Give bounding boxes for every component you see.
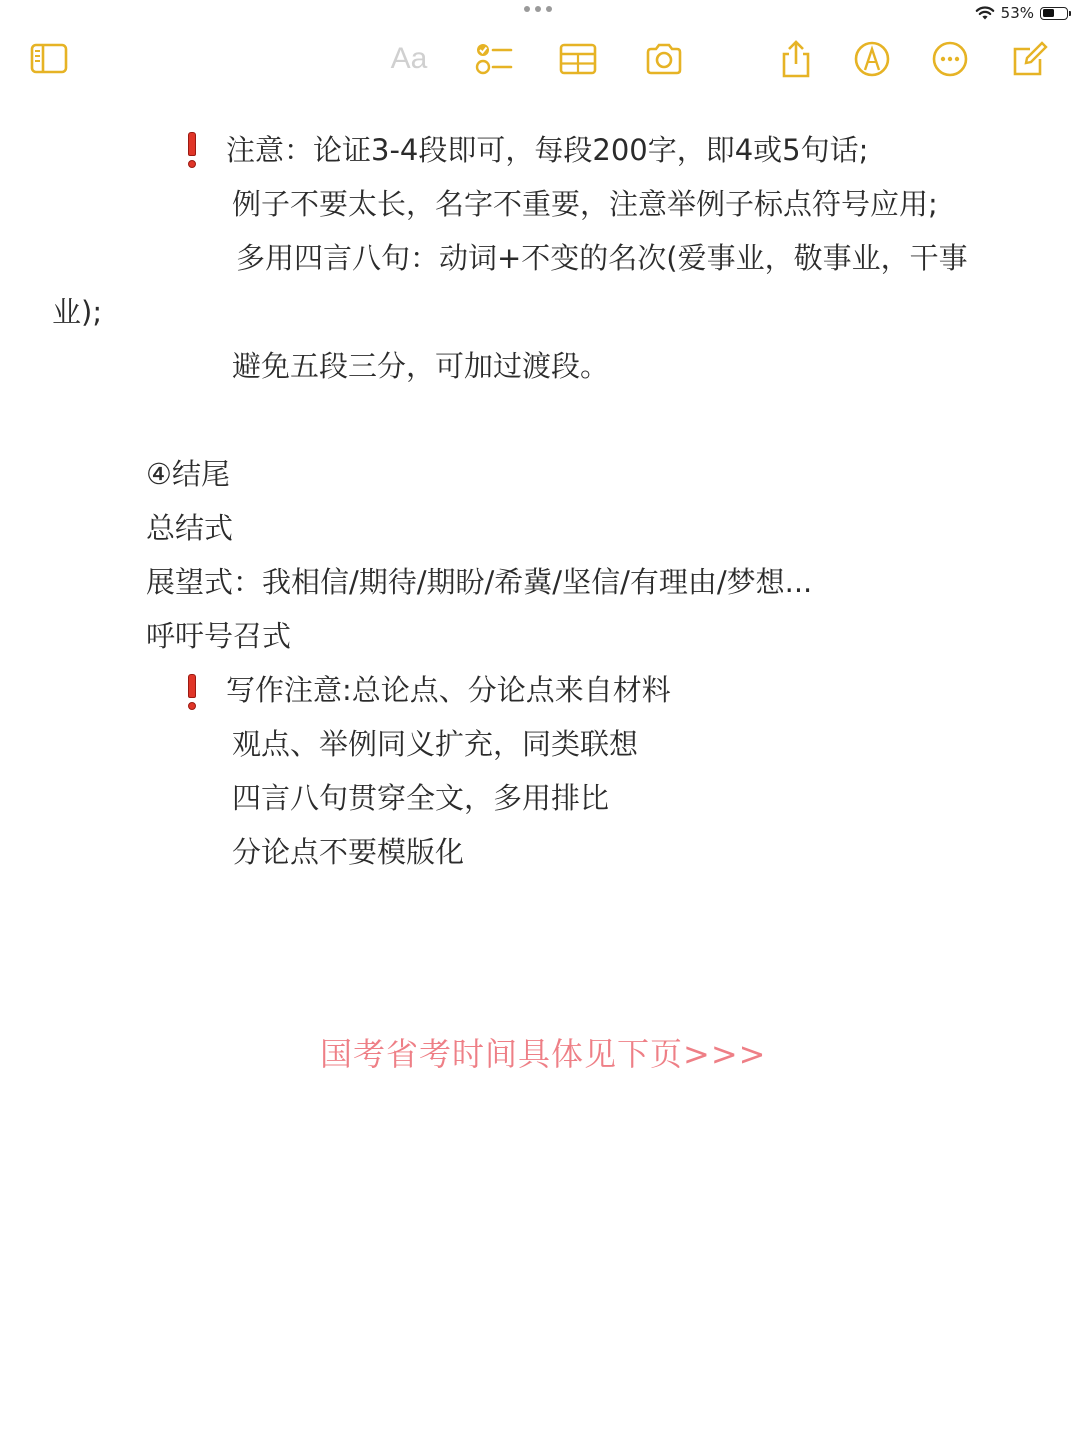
note-line: 避免五段三分，可加过渡段。 [232, 349, 610, 383]
exclamation-icon [184, 674, 200, 710]
exclamation-icon [184, 132, 200, 168]
compose-icon[interactable] [1009, 38, 1051, 80]
section-heading: ④结尾 [146, 457, 230, 491]
note-line: 总结式 [146, 511, 234, 545]
more-icon[interactable] [929, 38, 971, 80]
battery-icon [1040, 7, 1068, 20]
note-line: 展望式：我相信/期待/期盼/希冀/坚信/有理由/梦想... [146, 565, 813, 599]
note-line: 写作注意:总论点、分论点来自材料 [226, 673, 671, 707]
note-line: 呼吁号召式 [146, 619, 292, 653]
table-icon[interactable] [557, 38, 599, 80]
format-button[interactable]: Aa [390, 42, 428, 75]
note-line: 例子不要太长，名字不重要，注意举例子标点符号应用; [232, 187, 938, 221]
status-bar [975, 2, 1068, 24]
note-line: 多用四言八句：动词+不变的名次(爱事业，敬事业，干事 [236, 241, 968, 275]
sidebar-icon[interactable] [28, 38, 70, 80]
note-line: 注意：论证3-4段即可，每段200字，即4或5句话; [226, 133, 869, 167]
note-line: 业); [52, 295, 103, 329]
window-dots[interactable] [524, 6, 554, 16]
battery-percent: 53% [1000, 4, 1034, 22]
note-line: 分论点不要模版化 [232, 835, 465, 869]
camera-icon[interactable] [643, 38, 685, 80]
note-line: 观点、举例同义扩充，同类联想 [232, 727, 639, 761]
checklist-icon[interactable] [473, 38, 515, 80]
markup-icon[interactable] [851, 38, 893, 80]
share-icon[interactable] [775, 38, 817, 80]
next-page-hint: 国考省考时间具体见下页>>> [320, 1035, 767, 1073]
wifi-icon [975, 5, 995, 21]
note-line: 四言八句贯穿全文，多用排比 [232, 781, 610, 815]
